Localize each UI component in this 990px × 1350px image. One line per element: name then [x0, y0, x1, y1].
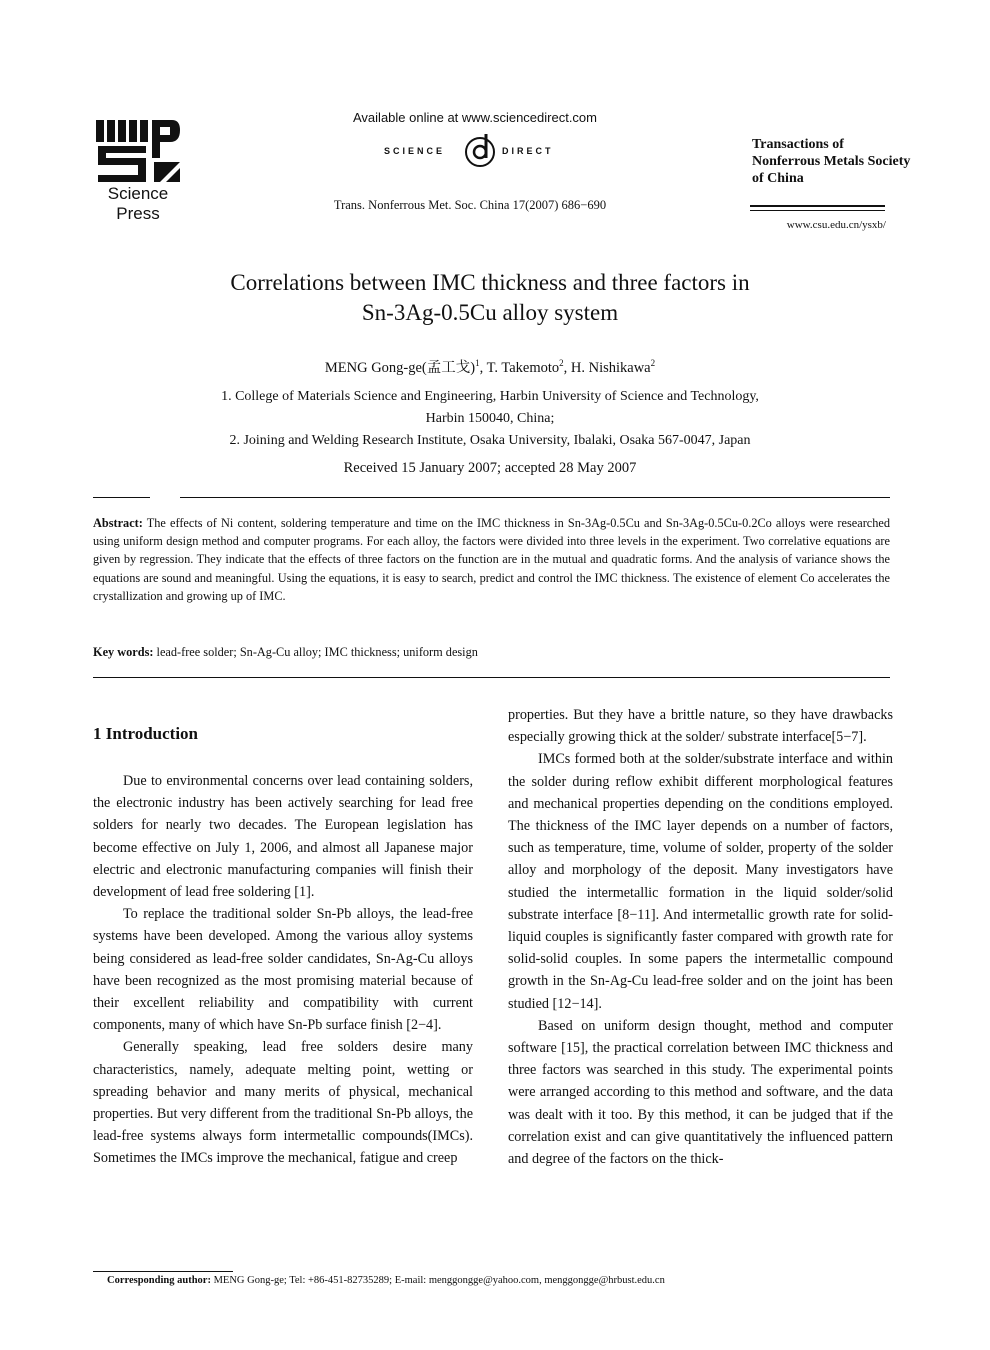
author-3-affil: 2	[650, 358, 656, 369]
paragraph: properties. But they have a brittle nature, so they have drawbacks especially growing thick at the solder/ substrate interface[5−7].	[508, 707, 893, 746]
paragraph: To replace the traditional solder Sn-Pb alloys, the lead-free systems have been developed. Among the various alloy systems being considered as lead-free solder candidates, Sn-Ag-Cu alloys have been recognized as the most promising material because of their excellent reliability and compatibility with current components, many of which have Sn-Pb surface finish [2−4].	[93, 906, 473, 1034]
section-heading-introduction: 1 Introduction	[93, 724, 199, 743]
rule-gap	[150, 494, 180, 500]
corresponding-author-footnote	[107, 1275, 907, 1286]
footnote-text: MENG Gong-ge; Tel: +86-451-82735289; E-mail: menggongge@yahoo.com, menggongge@hrbust.edu.cn	[213, 1275, 665, 1286]
journal-citation: Trans. Nonferrous Met. Soc. China 17(2007) 686−690	[333, 198, 607, 212]
affiliation-1-line-1: 1. College of Materials Science and Engineering, Harbin University of Science and Technology,	[221, 389, 759, 404]
received-dates: Received 15 January 2007; accepted 28 May 2007	[343, 460, 637, 476]
available-online-text: Available online at www.sciencedirect.com	[353, 110, 597, 125]
publisher-name: Science Press	[107, 184, 169, 223]
footnote-label: Corresponding author:	[107, 1275, 211, 1286]
paragraph: Based on uniform design thought, method and computer software [15], the practical correlation between IMC thickness and three factors was searched in this study. The experimental points were arranged according to this method and software, and the data was dealt with it too. By this method, it can be judged that if the correlation exist and can give quantitatively the influenced pattern and degree of the factors on the thick-	[508, 1017, 893, 1168]
sciencedirect-logo	[380, 132, 580, 172]
affiliation-2: 2. Joining and Welding Research Institute, Osaka University, Ibalaki, Osaka 567-0047, Japan	[229, 433, 751, 448]
article-title	[120, 268, 860, 328]
keywords-text: lead-free solder; Sn-Ag-Cu alloy; IMC thickness; uniform design	[156, 645, 478, 659]
abstract	[93, 514, 890, 605]
keywords-label: Key words:	[93, 645, 154, 659]
abstract-label: Abstract:	[93, 516, 143, 530]
abstract-top-rule	[93, 497, 890, 498]
paragraph: Due to environmental concerns over lead containing solders, the electronic industry has been actively searching for lead free solders for nearly two decades. The European legislation has become effective on July 1, 2006, and almost all Japanese major electric and electronic manufacturing companies will finish their development of lead free soldering [1].	[93, 773, 473, 901]
sciencedirect-at-icon	[462, 132, 498, 168]
abstract-text: The effects of Ni content, soldering temperature and time on the IMC thickness in Sn-3Ag-0.5Cu and Sn-3Ag-0.5Cu-0.2Co alloys were researched using uniform design method and computer programs. For each alloy, the factors were divided into three levels in the experiment. Two correlative equations are given by regression. They indicate that the effects of three factors on the function are in the mutual and quadratic forms. And the analysis of variance shows the equations are sound and meaningful. Using the equations, it is easy to search, predict and control the IMC thickness. The existence of element Co accelerates the crystallization and growing up of IMC.	[93, 516, 890, 603]
abstract-bottom-rule	[93, 677, 890, 678]
header-rule-thick	[750, 205, 885, 207]
author-3: , H. Nishikawa	[563, 360, 651, 376]
paragraph: Generally speaking, lead free solders desire many characteristics, namely, adequate melting point, wetting or spreading behavior and many merits of physical, mechanical properties. But very different from the traditional Sn-Pb alloys, the lead-free systems always form intermetallic compounds(IMCs). Sometimes the IMCs improve the mechanical, fatigue and creep	[93, 1039, 473, 1167]
keywords	[93, 645, 890, 660]
footnote-rule	[93, 1271, 233, 1272]
author-1-affil: 1	[475, 358, 480, 369]
header-rule-thin	[750, 210, 885, 211]
paragraph: IMCs formed both at the solder/substrate interface and within the solder during reflow exhibit different morphological features and mechanical properties depending on the conditions employed. The thickness of the IMC layer depends on a number of factors, such as temperature, time, volume of solder, property of the solder alloy and morphology of the deposit. Many investigators have studied the intermetallic formation in the liquid solder/solid substrate interface [8−11]. And intermetallic growth rate for solid-liquid couples is significantly faster compared with growth rate for solid-solid couples. In some papers the intermetallic compound growth in the Sn-Ag-Cu lead-free solder and on the joint has been studied [12−14].	[508, 751, 893, 1012]
journal-name: Transactions of Nonferrous Metals Society of China	[752, 137, 911, 186]
affiliation-1-line-2: Harbin 150040, China;	[425, 411, 555, 426]
sciencedirect-word-direct: DIRECT	[502, 146, 554, 156]
author-list	[120, 356, 860, 377]
left-column	[93, 770, 473, 1170]
affiliations	[100, 386, 880, 452]
sciencedirect-word-science: SCIENCE	[384, 146, 446, 156]
science-press-logo-icon	[96, 118, 182, 184]
journal-url: www.csu.edu.cn/ysxb/	[786, 219, 886, 231]
author-2-affil: 2	[559, 358, 564, 369]
right-column	[508, 704, 893, 1170]
author-1: MENG Gong-ge(孟工戈)	[324, 360, 476, 376]
title-line-1: Correlations between IMC thickness and three factors in	[230, 270, 750, 295]
author-2: , T. Takemoto	[479, 360, 560, 376]
title-line-2: Sn-3Ag-0.5Cu alloy system	[361, 300, 619, 325]
